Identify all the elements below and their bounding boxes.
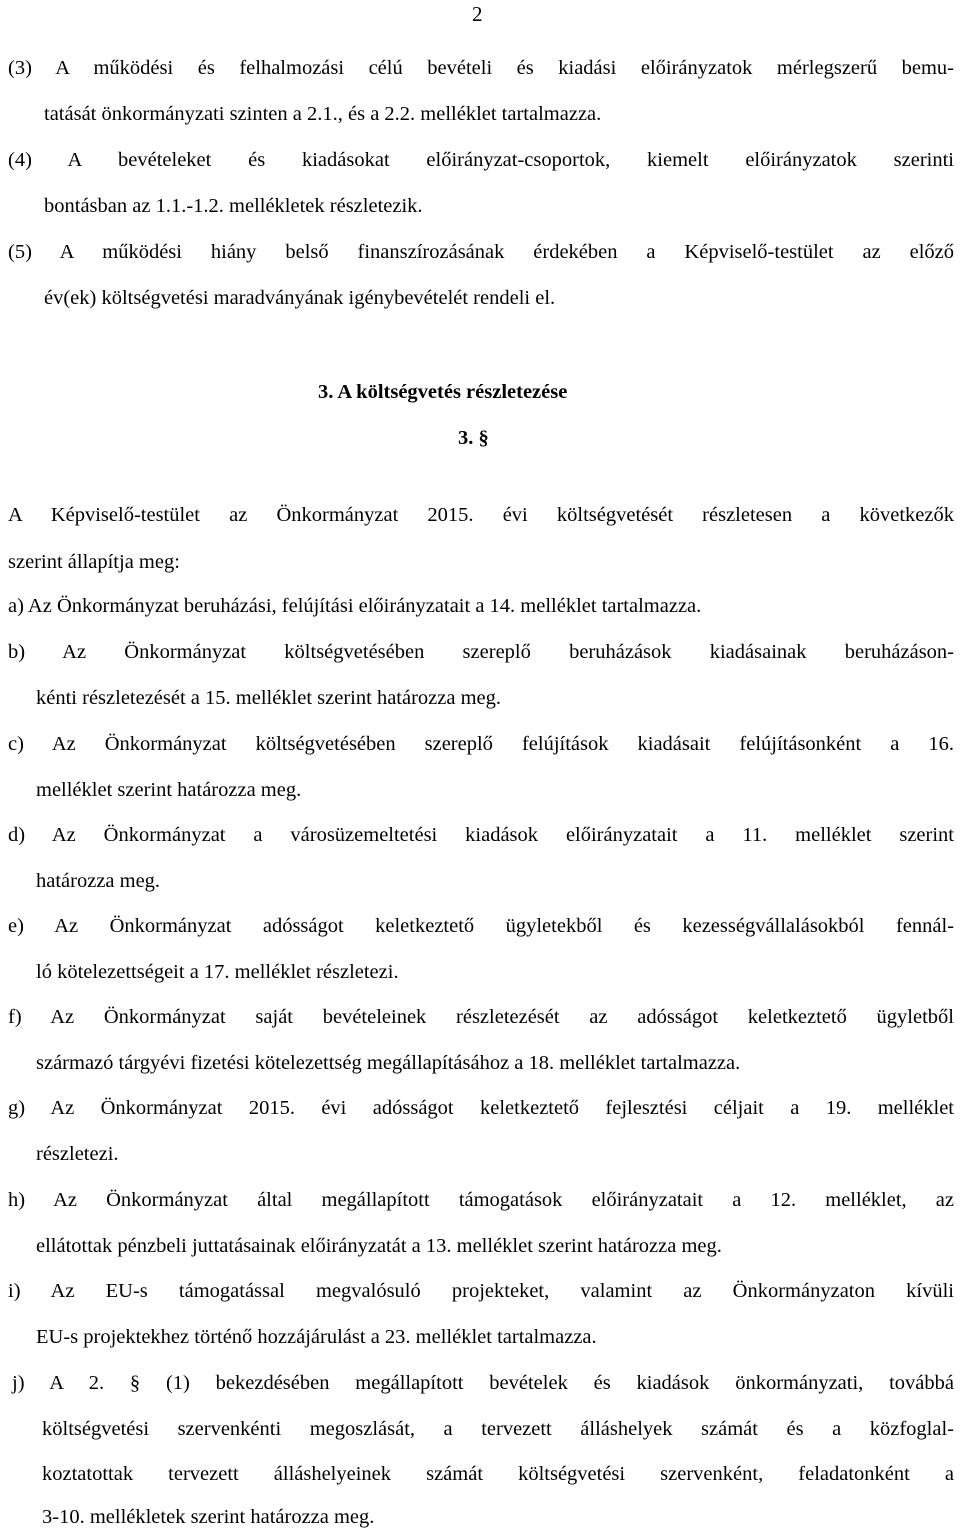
item-c-line-1: c) Az Önkormányzat költségvetésében szereplő felújítások kiadásait felújításonként a 16. xyxy=(8,733,954,755)
item-j-line-4: 3-10. mellékletek szerint határozza meg. xyxy=(42,1506,375,1528)
item-f-line-2: származó tárgyévi fizetési kötelezettség megállapításához a 18. melléklet tartalmazza. xyxy=(36,1052,741,1074)
paragraph-3-line-1: (3) A működési és felhalmozási célú bevételi és kiadási előirányzatok mérlegszerű bemu- xyxy=(8,57,954,79)
item-d-line-1: d) Az Önkormányzat a városüzemeltetési kiadások előirányzatait a 11. melléklet szerint xyxy=(8,824,954,846)
intro-line-1: A Képviselő-testület az Önkormányzat 2015. évi költségvetését részletesen a következők xyxy=(8,504,954,526)
item-h-line-2: ellátottak pénzbeli juttatásainak előirányzatát a 13. melléklet szerint határozza meg. xyxy=(36,1235,722,1257)
item-i-line-2: EU-s projektekhez történő hozzájárulást a 23. melléklet tartalmazza. xyxy=(36,1326,597,1348)
item-f-line-1: f) Az Önkormányzat saját bevételeinek részletezését az adósságot keletkeztető ügyletből xyxy=(8,1006,954,1028)
item-c-line-2: melléklet szerint határozza meg. xyxy=(36,779,302,801)
paragraph-5-line-2: év(ek) költségvetési maradványának igénybevételét rendeli el. xyxy=(44,287,556,309)
page-number: 2 xyxy=(472,2,483,26)
paragraph-mark: 3. § xyxy=(458,427,489,449)
item-b-line-2: kénti részletezését a 15. melléklet szerint határozza meg. xyxy=(36,687,502,709)
item-b-line-1: b) Az Önkormányzat költségvetésében szereplő beruházások kiadásainak beruházáson- xyxy=(8,641,954,663)
paragraph-5-line-1: (5) A működési hiány belső finanszírozásának érdekében a Képviselő-testület az előző xyxy=(8,241,954,263)
item-j-line-1: j) A 2. § (1) bekezdésében megállapított bevételek és kiadások önkormányzati, továbbá xyxy=(12,1372,954,1394)
item-a-line-1: a) Az Önkormányzat beruházási, felújítási előirányzatait a 14. melléklet tartalmazza. xyxy=(8,595,702,617)
item-h-line-1: h) Az Önkormányzat által megállapított támogatások előirányzatait a 12. melléklet, az xyxy=(8,1189,954,1211)
item-e-line-1: e) Az Önkormányzat adósságot keletkeztető ügyletekből és kezességvállalásokból fennál- xyxy=(8,915,954,937)
item-g-line-1: g) Az Önkormányzat 2015. évi adósságot keletkeztető fejlesztési céljait a 19. melléklet xyxy=(8,1097,954,1119)
paragraph-4-line-1: (4) A bevételeket és kiadásokat előirányzat-csoportok, kiemelt előirányzatok szerinti xyxy=(8,149,954,171)
item-i-line-1: i) Az EU-s támogatással megvalósuló projekteket, valamint az Önkormányzaton kívüli xyxy=(8,1280,954,1302)
item-j-line-2: költségvetési szervenkénti megoszlását, a tervezett álláshelyek számát és a közfoglal- xyxy=(42,1418,954,1440)
intro-line-2: szerint állapítja meg: xyxy=(8,551,180,573)
item-g-line-2: részletezi. xyxy=(36,1143,119,1165)
item-j-line-3: koztatottak tervezett álláshelyeinek számát költségvetési szervenként, feladatonként a xyxy=(42,1463,954,1485)
item-d-line-2: határozza meg. xyxy=(36,870,161,892)
paragraph-4-line-2: bontásban az 1.1.-1.2. mellékletek részletezik. xyxy=(44,195,423,217)
paragraph-3-line-2: tatását önkormányzati szinten a 2.1., és a 2.2. melléklet tartalmazza. xyxy=(44,103,602,125)
item-e-line-2: ló kötelezettségeit a 17. melléklet részletezi. xyxy=(36,961,399,983)
section-heading: 3. A költségvetés részletezése xyxy=(318,381,568,403)
